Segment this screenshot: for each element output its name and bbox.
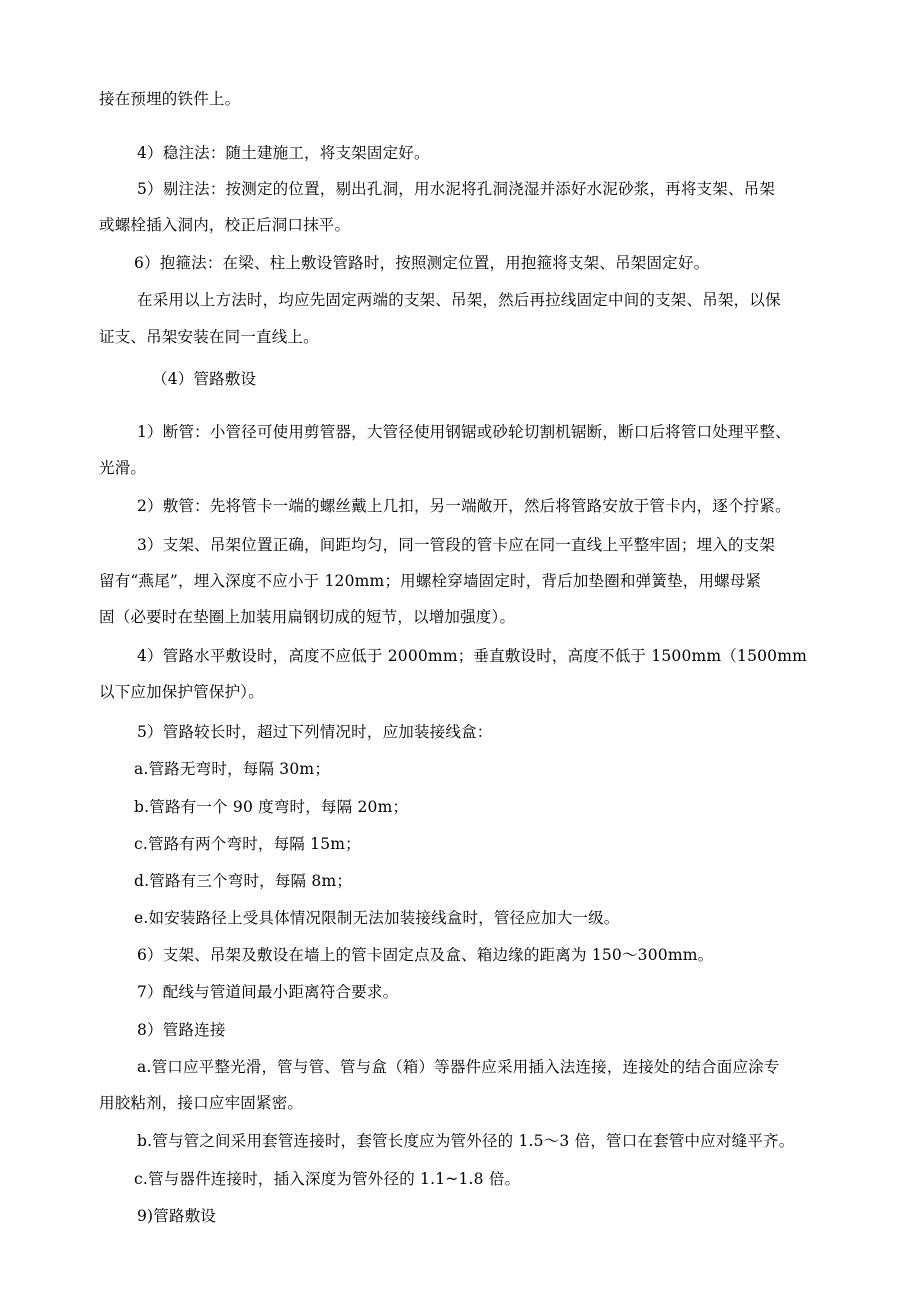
text-line: 光滑。 bbox=[99, 459, 147, 477]
text-line: 2）敷管：先将管卡一端的螺丝戴上几扣，另一端敞开，然后将管路安放于管卡内，逐个拧紧。 bbox=[137, 497, 791, 515]
text-line: 以下应加保护管保护）。 bbox=[99, 683, 264, 701]
text-line: 4）稳注法：随土建施工，将支架固定好。 bbox=[137, 144, 430, 162]
text-line: 5）管路较长时，超过下列情况时，应加装接线盒： bbox=[137, 723, 493, 741]
list-item: a.管口应平整光滑，管与管、管与盒（箱）等器件应采用插入法连接，连接处的结合面应涂专 bbox=[137, 1058, 780, 1076]
text-line: 6）抱箍法：在梁、柱上敷设管路时，按照测定位置，用抱箍将支架、吊架固定好。 bbox=[134, 254, 710, 272]
text-line: 5）剔注法：按测定的位置，剔出孔洞，用水泥将孔洞浇湿并添好水泥砂浆，再将支架、吊架 bbox=[137, 180, 776, 198]
section-heading: （4）管路敷设 bbox=[152, 370, 257, 388]
text-line: 3）支架、吊架位置正确，间距均匀，同一管段的管卡应在同一直线上平整牢固；埋入的支架 bbox=[137, 536, 776, 554]
list-item: c.管与器件连接时，插入深度为管外径的 1.1~1.8 倍。 bbox=[134, 1170, 521, 1188]
subsection-heading: 8）管路连接 bbox=[137, 1021, 226, 1039]
text-line: 用胶粘剂，接口应牢固紧密。 bbox=[99, 1094, 304, 1112]
list-item: b.管路有一个 90 度弯时，每隔 20m； bbox=[134, 798, 409, 816]
list-item: e.如安装路径上受具体情况限制无法加装接线盒时，管径应加大一级。 bbox=[134, 909, 620, 927]
text-line: 或螺栓插入洞内，校正后洞口抹平。 bbox=[99, 216, 351, 234]
text-line: 6）支架、吊架及敷设在墙上的管卡固定点及盒、箱边缘的距离为 150～300mm。 bbox=[137, 946, 714, 964]
text-line: 固（必要时在垫圈上加装用扁钢切成的短节，以增加强度）。 bbox=[99, 608, 516, 626]
list-item: c.管路有两个弯时，每隔 15m； bbox=[134, 835, 361, 853]
text-line: 留有“燕尾”，埋入深度不应小于 120mm；用螺栓穿墙固定时，背后加垫圈和弹簧垫，用螺母紧 bbox=[99, 572, 762, 590]
text-line: 证支、吊架安装在同一直线上。 bbox=[99, 328, 319, 346]
text-line: 接在预埋的铁件上。 bbox=[99, 90, 241, 108]
text-line: 在采用以上方法时，均应先固定两端的支架、吊架，然后再拉线固定中间的支架、吊架，以保 bbox=[137, 291, 781, 309]
list-item: d.管路有三个弯时，每隔 8m； bbox=[134, 872, 353, 890]
list-item: a.管路无弯时，每隔 30m； bbox=[134, 760, 331, 778]
subsection-heading: 9)管路敷设 bbox=[137, 1207, 217, 1225]
list-item: b.管与管之间采用套管连接时，套管长度应为管外径的 1.5～3 倍，管口在套管中应对缝平齐。 bbox=[137, 1132, 795, 1150]
text-line: 1）断管：小管径可使用剪管器，大管径使用钢锯或砂轮切割机锯断，断口后将管口处理平整、 bbox=[137, 423, 791, 441]
text-line: 7）配线与管道间最小距离符合要求。 bbox=[137, 983, 399, 1001]
text-line: 4）管路水平敷设时，高度不应低于 2000mm；垂直敷设时，高度不低于 1500mm（1500mm bbox=[137, 647, 808, 665]
